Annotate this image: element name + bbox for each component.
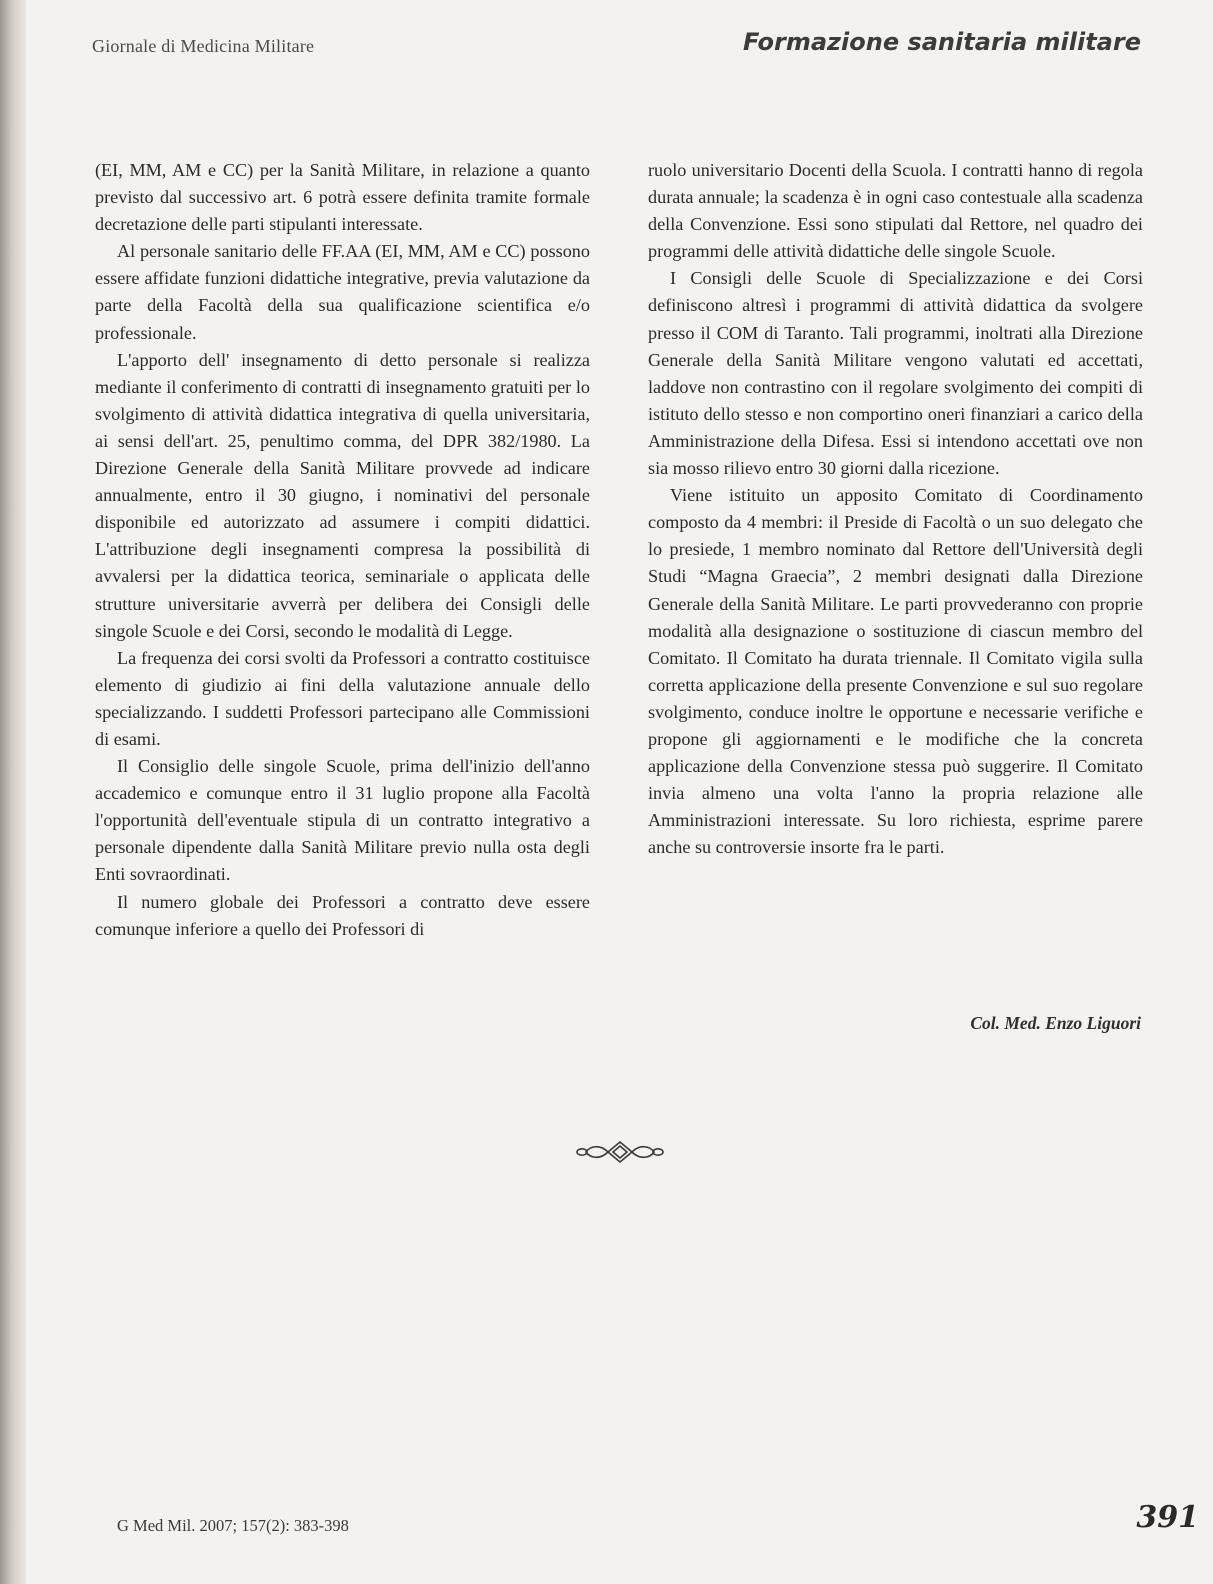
journal-name: Giornale di Medicina Militare xyxy=(92,36,315,56)
left-column xyxy=(95,157,590,943)
left-paragraph-2: Al personale sanitario delle FF.AA (EI, MM, AM e CC) possono essere affidate funzioni didattiche integrative, previa valutazione da parte della Facoltà della sua qualificazione scientifica e/o professionale. xyxy=(95,241,590,343)
left-paragraph-1: (EI, MM, AM e CC) per la Sanità Militare, in relazione a quanto previsto dal successivo art. 6 potrà essere definita tramite formale decretazione delle parti stipulanti interessate. xyxy=(95,160,590,235)
section-title: Formazione sanitaria militare xyxy=(742,28,1141,56)
page-spine-shadow xyxy=(0,0,26,1584)
author-signature: Col. Med. Enzo Liguori xyxy=(970,1013,1141,1033)
right-paragraph-3: Viene istituito un apposito Comitato di Coordinamento composto da 4 membri: il Preside di Facoltà o un suo delegato che lo presiede, 1 membro nominato dal Rettore dell'Università degli Studi “Magna Graecia”, 2 membri designati dalla Direzione Generale della Sanità Militare. Le parti provvederanno con proprie modalità alla designazione o sostituzione di ciascun membro del Comitato. Il Comitato ha durata triennale. Il Comitato vigila sulla corretta applicazione della presente Convenzione e sul suo regolare svolgimento, conduce inoltre le opportune e necessarie verifiche e propone gli aggiornamenti e le modifiche che la concreta applicazione della Convenzione stessa può suggerire. Il Comitato invia almeno una volta l'anno la propria relazione alle Amministrazioni interessate. Su loro richiesta, esprime parere anche su controversie insorte fra le parti. xyxy=(648,485,1143,858)
journal-citation: G Med Mil. 2007; 157(2): 383-398 xyxy=(117,1516,349,1535)
left-paragraph-4: La frequenza dei corsi svolti da Professori a contratto costituisce elemento di giudizio ai fini della valutazione annuale dello specializzando. I suddetti Professori partecipano alle Commissioni di esami. xyxy=(95,647,590,749)
right-paragraph-1: ruolo universitario Docenti della Scuola. I contratti hanno di regola durata annuale; la scadenza è in ogni caso contestuale alla scadenza della Convenzione. Essi sono stipulati dal Rettore, nel quadro dei programmi delle attività didattiche delle singole Scuole. xyxy=(648,160,1143,262)
right-column xyxy=(648,157,1143,861)
left-paragraph-6: Il numero globale dei Professori a contratto deve essere comunque inferiore a quello dei Professori di xyxy=(95,891,590,939)
right-paragraph-2: I Consigli delle Scuole di Specializzazione e dei Corsi definiscono altresì i programmi di attività didattica da svolgere presso il COM di Taranto. Tali programmi, inoltrati alla Direzione Generale della Sanità Militare vengono valutati ed accettati, laddove non contrastino con il regolare svolgimento dei compiti di istituto dello stesso e non comportino oneri finanziari a carico della Amministrazione della Difesa. Essi si intendono accettati ove non sia mosso rilievo entro 30 giorni dalla ricezione. xyxy=(648,268,1143,479)
ornament-divider-icon xyxy=(576,1138,664,1166)
left-paragraph-5: Il Consiglio delle singole Scuole, prima dell'inizio dell'anno accademico e comunque entro il 31 luglio propone alla Facoltà l'opportunità dell'eventuale stipula di un contratto integrativo a personale dipendente dalla Sanità Militare previo nulla osta degli Enti sovraordinati. xyxy=(95,756,590,885)
page-number: 391 xyxy=(1136,1500,1199,1535)
left-paragraph-3: L'apporto dell' insegnamento di detto personale si realizza mediante il conferimento di contratti di insegnamento gratuiti per lo svolgimento di attività didattica integrativa di quella universitaria, ai sensi dell'art. 25, penultimo comma, del DPR 382/1980. La Direzione Generale della Sanità Militare provvede ad indicare annualmente, entro il 30 giugno, i nominativi del personale disponibile ed autorizzato ad assumere i compiti didattici. L'attribuzione degli insegnamenti compresa la possibilità di avvalersi per la didattica teorica, seminariale o applicata delle strutture universitarie avverrà per delibera dei Consigli delle singole Scuole e dei Corsi, secondo le modalità di Legge. xyxy=(95,349,590,641)
